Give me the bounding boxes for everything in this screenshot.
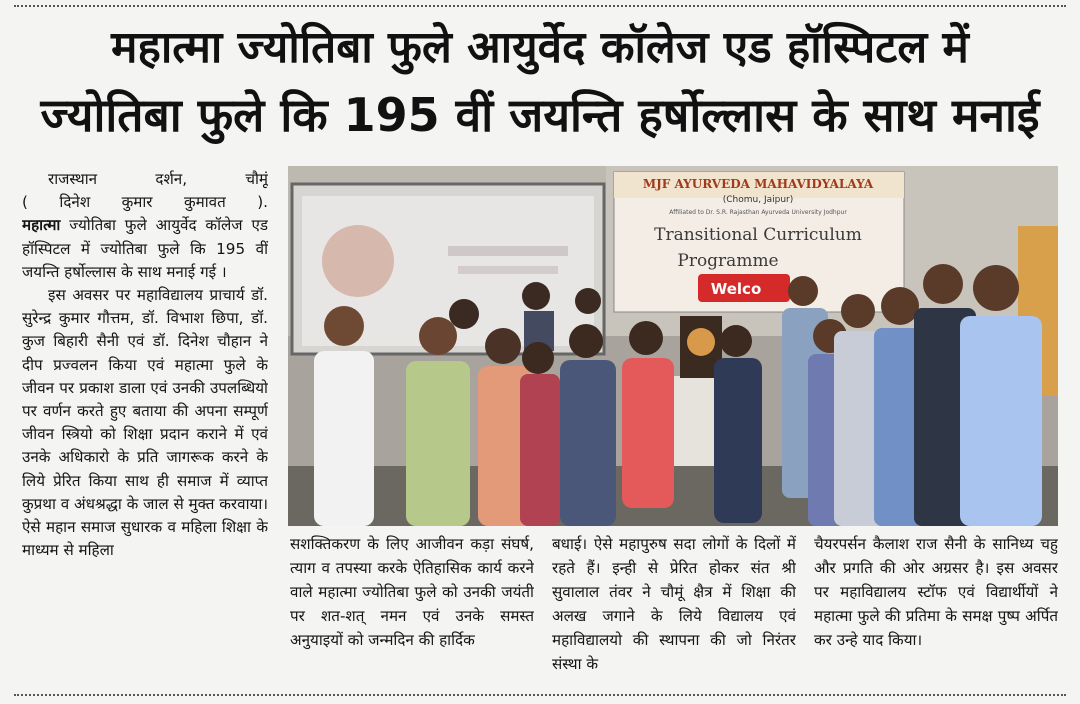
lead-paragraph: ज्योतिबा फुले आयुर्वेद कॉलेज एड हॉस्पिटल में ज्योतिबा फुले कि 195 वीं जयन्ति हर्षोल्लास के साथ मनाई गई । [22, 216, 268, 281]
lead-bold-word: महात्मा [22, 216, 61, 235]
banner-title: MJF AYURVEDA MAHAVIDYALAYA [642, 177, 874, 191]
article-column-2: सशक्तिकरण के लिए आजीवन कड़ा संघर्ष, त्याग व तपस्या करके ऐतिहासिक कार्य करने वाले महात्मा ज्योतिबा फुले को उनकी जयंती पर शत-शत् नमन एवं उनके समस्त अनुयाइयों को जन्मदिन की हार्दिक [290, 535, 534, 649]
banner-sub: (Chomu, Jaipur) [722, 195, 794, 205]
article-paragraph-2: इस अवसर पर महाविद्यालय प्राचार्य डॉ. सुरेन्द्र कुमार गौत्तम, डॉ. विभाश छिपा, डॉ. कुज बिहारी सैनी एवं डॉ. दिनेश चौहान ने दीप प्रज्वलन किया एवं महात्मा फुले के जीवन पर प्रकाश डाला एवं उनकी उपलब्धियो पर वर्णन करते हुए बताया की अपना सम्पूर्ण जीवन स्त्रियो को शिक्षा प्रदान कराने में एवं उनके अधिकारो के प्रति जागरूक करने के लिये प्रेरित किया साथ ही समाज में व्याप्त कुप्रथा व अंधश्रद्धा के जाल से मुक्त करवाया। ऐसे महान समाज सुधारक व महिला शिक्षा के माध्यम से महिला [22, 286, 268, 560]
event-photo-drawing [288, 166, 1058, 526]
banner-affil: Affiliated to Dr. S.R. Rajasthan Ayurveda University Jodhpur [669, 209, 847, 216]
banner-main-2: Programme [677, 251, 779, 271]
banner-welcome: Welco [710, 280, 762, 298]
article-column-4: चैयरपर्सन कैलाश राज सैनी के सानिध्य चहु और प्रगति की ओर अग्रसर है। इस अवसर पर महाविद्यालय स्टॉफ एवं विद्यार्थीयों ने महात्मा फुले की प्रतिमा के समक्ष पुष्प अर्पित कर उन्हे याद किया। [814, 535, 1058, 649]
headline-line-1: महात्मा ज्योतिबा फुले आयुर्वेद कॉलेज एड हॉस्पिटल में [111, 22, 969, 73]
top-dotted-rule [14, 5, 1066, 7]
dateline-place: राजस्थान दर्शन, चौमूं [48, 170, 268, 188]
event-photo [288, 166, 1058, 526]
bottom-dotted-rule [14, 694, 1066, 696]
banner-main-1: Transitional Curriculum [654, 225, 862, 245]
article-column-left [22, 168, 268, 688]
article-column-3: बधाई। ऐसे महापुरुष सदा लोगों के दिलों में रहते हैं। इन्ही से प्रेरित होकर संत श्री सुवालाल तंवर ने चौमूं क्षैत्र में शिक्षा की अलख जगाने के लिये विद्यालय एवं महाविद्यालयो की स्थापना की जो निरंतर संस्था के [552, 535, 796, 673]
headline-line-2: ज्योतिबा फुले कि 195 वीं जयन्ति हर्षोल्लास के साथ मनाई [40, 88, 1040, 142]
dateline-reporter: ( दिनेश कुमार कुमावत ). [22, 193, 268, 212]
